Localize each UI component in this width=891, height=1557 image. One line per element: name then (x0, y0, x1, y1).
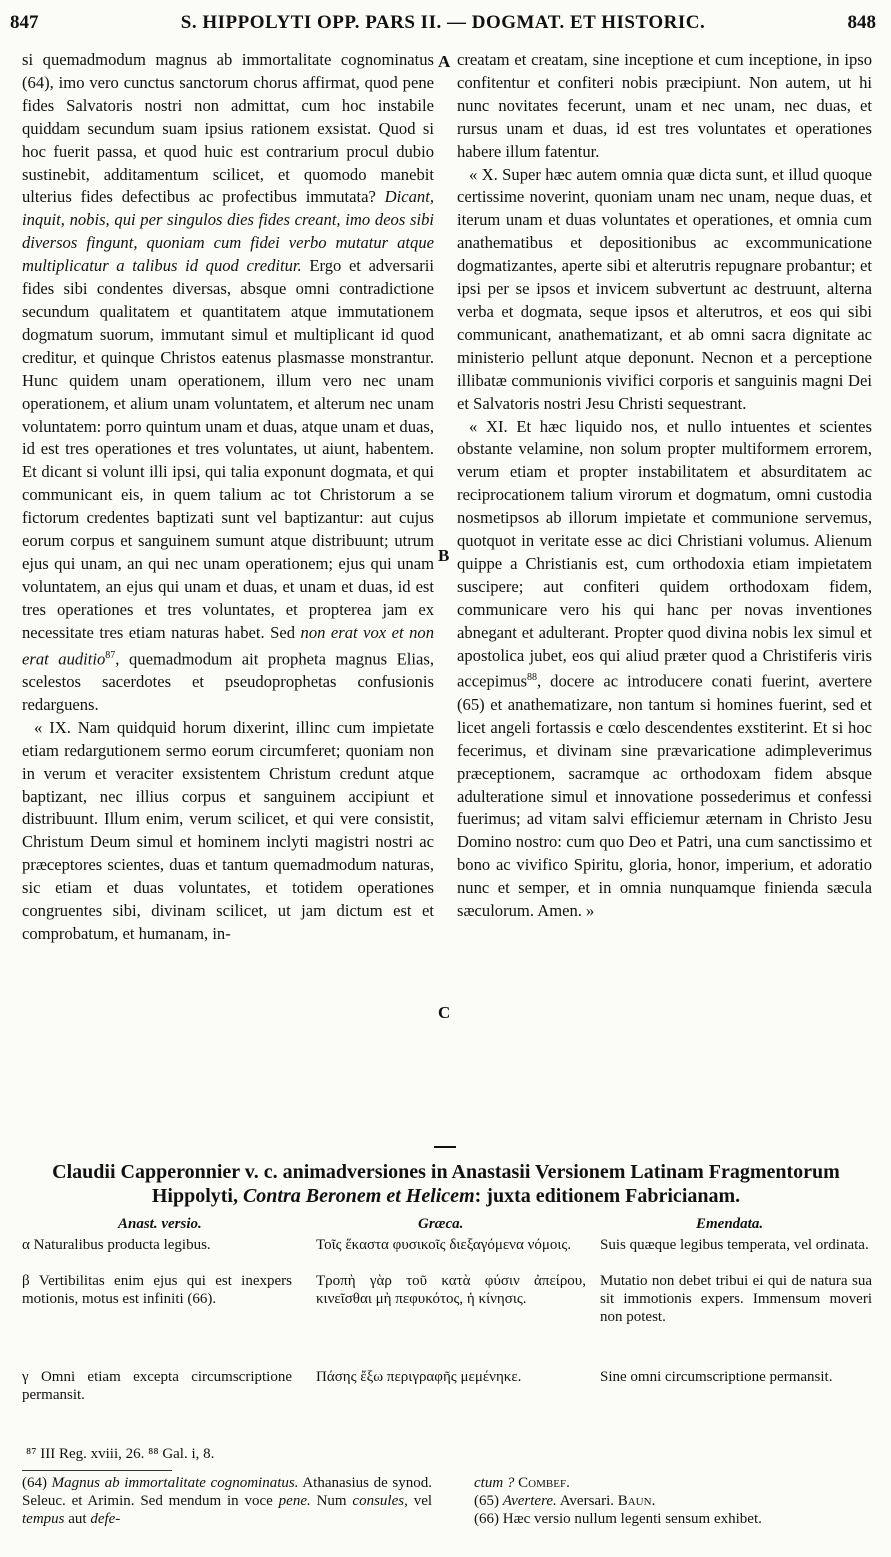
note-text: Num (316, 1493, 347, 1509)
note-65 (474, 1492, 874, 1510)
left-paragraph-1 (22, 49, 434, 717)
right-column (457, 49, 872, 923)
text-segment: , docere ac introducere conati fuerint, avertere (65) et anathematizare, non tantum si homines fuerint, sed et licet angeli fortassis e cœlo descendentes exstiterint. Et si hoc fecerimus, et divinam sine prævaricatione adimpleverimus præceptionem, sacramque ac orthodoxam fidem absque adulteratione simul et innovatione possederimus et confessi fuerimus; ad vitam salvi efficiemur æternam in Christo Jesu Domino nostro: cum quo Deo et Patri, una cum sanctissimo et bono ac vivifico Spiritu, gloria, honor, imperium, et adoratio nunc et semper, et in omnia nunquamque finienda sæcula sæculorum. Amen. » (457, 672, 872, 921)
page-header (10, 12, 876, 40)
table-cell: Πάσης ἔξω περιγραφῆς μεμένηκε. (316, 1369, 522, 1385)
margin-marker-b: B (438, 546, 450, 565)
footnote-refs: ⁸⁷ III Reg. xviii, 26. ⁸⁸ Gal. i, 8. (26, 1446, 215, 1462)
column-header-emendata: Emendata. (696, 1216, 764, 1232)
note-author: Baun. (617, 1493, 656, 1509)
note-italic: Avertere. (502, 1493, 557, 1509)
table-cell: Mutatio non debet tribui ei qui de natura sua sit immotionis expers. Immensum moveri non potest. (600, 1273, 872, 1325)
text-segment: , quemadmodum ait propheta magnus Elias, scelestos sacerdotes et pseudoprophetas confusionis redarguens. (22, 649, 434, 714)
note-text: Aversari. (559, 1493, 614, 1509)
footnote-rule (22, 1470, 172, 1471)
text-segment: si quemadmodum magnus ab immortalitate cognominatus (64), imo vero cunctus sanctorum chorus affirmat, quod pene fides Salvatoris nostri non admittat, cum hoc instabile quiddam secundum suam ipsius rationem exsistat. Quod si hoc fuerit passa, et quod huic est contrarium procul dubio sustinebit, additamentum scilicet, et quomodo manebit ulterius fides defectibus ac profectibus immutata? (22, 50, 434, 207)
note-text: aut (68, 1511, 87, 1527)
note-number: (65) (474, 1493, 499, 1509)
column-header-graeca: Græca. (418, 1216, 464, 1232)
margin-marker-c: C (438, 1003, 451, 1022)
note-italic: ctum ? (474, 1475, 515, 1491)
note-number: (64) (22, 1475, 47, 1491)
running-title: S. HIPPOLYTI OPP. PARS II. — DOGMAT. ET HISTORIC. (180, 12, 706, 33)
title-italic: Contra Beronem et Helicem (242, 1185, 475, 1207)
right-paragraph-3 (457, 416, 872, 923)
table-cell: β Vertibilitas enim ejus qui est inexpers motionis, motus est infiniti (66). (22, 1273, 292, 1307)
note-italic: defe- (90, 1511, 121, 1527)
table-cell: Τροπὴ γὰρ τοῦ κατὰ φύσιν ἀπείρου, κινεῖσθαι μὴ πεφυκότος, ἡ κίνησις. (316, 1273, 586, 1307)
note-italic: Magnus ab immortalitate cognominatus. (51, 1475, 299, 1491)
text-segment: Ergo et adversarii fides sibi condentes diversas, absque omni contradictione secundum qualitatem et quantitatem atque immutationem dogmatum suorum, immutant simul et multiplicant id quod creditur, et quinque Christos eatenus plasmasse monstrantur. Hunc quidem unam operationem, illum vero nec unam operationem, et alium unam voluntatem, et alterum nec unam voluntatem: porro quintum unam et duas, atque unam et duas, id est tres operationes et tres voluntates, ut aiunt, habentem. Et dicant si volunt illi ipsi, qui talia exponunt dogmata, et qui communicant eis, in quem talium ac tot Christorum a se fictorum credentes baptizati sunt vel baptizantur: aut cujus eorum corpus et sanguinem sumunt atque distribuunt; utrum ejus qui unam, an qui nec unam operationem; ejus qui unam voluntatem, an ejus qui unam et duas, et unam et duas, id est tres operationes et tres voluntates, et propterea jam ex necessitate tres etiam naturas habet. Sed (22, 256, 434, 642)
note-text: vel (413, 1493, 433, 1509)
note-66: (66) Hæc versio nullum legenti sensum exhibet. (474, 1511, 762, 1527)
note-italic: tempus (22, 1511, 65, 1527)
italic-quote: non erat vox et non erat auditio (22, 622, 435, 669)
left-paragraph-2: « IX. Nam quidquid horum dixerint, illinc cum impietate etiam redargutionem sermo eorum circumferet; quoniam non in verum et veraciter exsistentem Christum credunt atque baptizant, nec illius corpus et sanguinem accipiunt et distribuunt. Illum enim, verum scilicet, et qui vere consistit, Christum Deum simul et hominem inclyti magistri nostri ac præceptores scientes, duas et tantum quemadmodum naturas, sic etiam et duas voluntates, et totidem operationes congruentes sibi, divinam scilicet, ut jam dictum est et comprobatum, et humanam, in- (22, 717, 434, 943)
note-text: Athanasius de synod. Seleuc. et Arimin. Sed mendum in voce (22, 1475, 432, 1509)
note-italic: pene. (278, 1493, 311, 1509)
footnote-ref: 87 (105, 649, 116, 661)
table-cell: Sine omni circumscriptione permansit. (600, 1369, 833, 1385)
note-64 (22, 1474, 432, 1528)
table-cell: Suis quæque legibus temperata, vel ordinata. (600, 1237, 869, 1253)
column-header-anast: Anast. versio. (118, 1216, 202, 1232)
left-column (22, 49, 434, 946)
table-cell: γ Omni etiam excepta circumscriptione permansit. (22, 1369, 292, 1403)
margin-marker-a: A (438, 52, 451, 71)
footnote-ref: 88 (527, 672, 538, 684)
table-cell: α Naturalibus producta legibus. (22, 1237, 211, 1253)
notes-right (474, 1474, 874, 1528)
page-number-left: 847 (10, 12, 39, 33)
note-64-continued (474, 1474, 874, 1492)
note-author: Combef. (518, 1475, 570, 1491)
note-italic: consules, (352, 1493, 408, 1509)
title-part: : juxta editionem Fabricianam. (474, 1185, 741, 1207)
page-number-right: 848 (847, 12, 876, 33)
text-segment: « XI. Et hæc liquido nos, et nullo intuentes et scientes obstante velamine, non solum propter multiformem errorem, verum etiam et propter instabilitatem et absurditatem ac reciprocationem talium virorum et dogmatum, omni custodia nosmetipsos ab illorum impietate et communione servemus, quotquot in veritate esse ac dici Christiani volumus. Alienum quippe a Christianis est, cum orthodoxia etiam impietatem suscipere; aut confiteri quidem orthodoxam fidem, communicare vero his qui hanc per novas inventiones abnegant et adulterant. Propter quod divina nobis lex simul et apostolica jubet, eos qui aliud præter quod a Christiferis viris accepimus (457, 416, 872, 691)
right-paragraph-1: creatam et creatam, sine inceptione et cum inceptione, in ipso confitentur et confiteri nobis præcipiunt. Non autem, ut hi nunc novitates fecerunt, unam et nec unam, nec duas, et rursus unam et duas, id est tres voluntates et operationes habere illum fatentur. (457, 50, 872, 161)
section-divider (434, 1146, 456, 1148)
right-paragraph-2: « X. Super hæc autem omnia quæ dicta sunt, et illud quoque certissime noverint, quoniam unam nec unam, neque duas, et iterum unam et duas voluntates et operationes, et omnia cum anathematibus et depositionibus ac excommunicatione dogmatizantes, aperte sibi et alterutris repugnare probantur; et ipsi per se ipsos et invicem subvertunt ac destruunt, alterna verba et dogmata, seque ipsos et alterutros, et eos qui sibi communicant, anathematizant, et ab omni sacra dignitate ac ministerio pellunt atque deponunt. Necnon et a perceptione illibatæ communionis vivifici corporis et sanguinis magni Dei et Salvatoris nostri Jesu Christi sequestrant. (457, 164, 872, 413)
title-part: Claudii Capperonnier v. c. animadversiones in Anastasii Versionem Latinam Fragmentorum Hippolyti, (52, 1161, 840, 1207)
table-cell: Τοῖς ἕκαστα φυσικοῖς διεξαγόμενα νόμοις. (316, 1237, 572, 1253)
italic-quote: Dicant, inquit, nobis, qui per singulos dies fides creant, imo deos sibi diversos fingunt, quoniam cum fidei verbo mutatur atque multiplicatur a talibus id quod creditur. (22, 187, 434, 276)
section-title (8, 1160, 884, 1208)
